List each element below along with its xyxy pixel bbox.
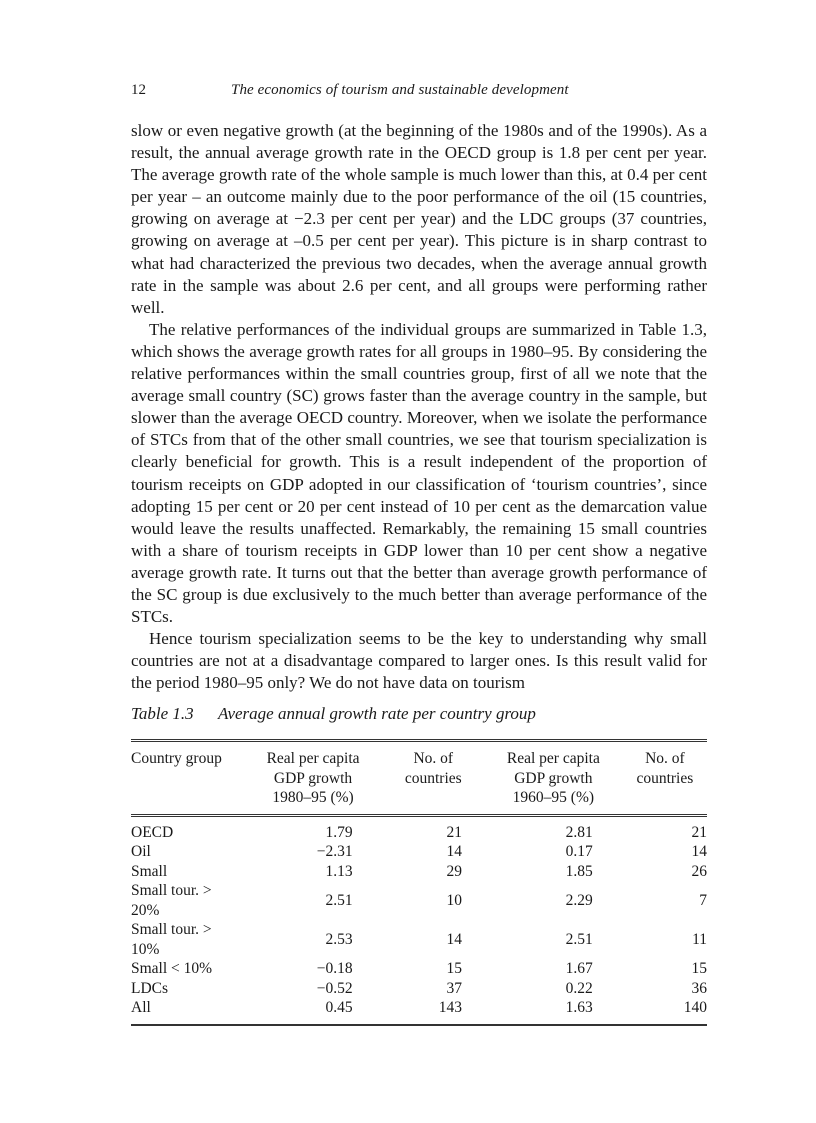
running-header [131, 82, 707, 102]
header-countries-1980-95: No. of countries [404, 750, 462, 787]
table-row: Oil −2.31 14 0.17 14 [131, 843, 707, 860]
table-label: Table 1.3 [131, 704, 194, 723]
paragraph-1: slow or even negative growth (at the beginning of the 1980s and of the 1990s). As a result, the annual average growth rate in the OECD group is 1.8 per cent per year. The average growth rate of the whole sample is much lower than this, at 0.4 per cent per year – an outcome mainly due to the poor performance of the oil (15 countries, growing on average at −2.3 per cent per year) and the LDC groups (37 countries, growing on average at –0.5 per cent per year). This picture is in sharp contrast to what had characterized the previous two decades, when the average annual growth rate in the sample was about 2.6 per cent, and all groups were performing rather well. [131, 121, 707, 317]
table-title: Average annual growth rate per country group [218, 704, 536, 723]
table-row: Small tour. > 20% 2.51 10 2.29 7 [131, 882, 707, 919]
page-number: 12 [131, 82, 146, 98]
growth-rate-table [131, 739, 707, 1026]
header-growth-1980-95: Real per capita GDP growth 1980–95 (%) [266, 750, 360, 806]
table-row: LDCs −0.52 37 0.22 36 [131, 979, 707, 997]
header-country-group: Country group [131, 750, 222, 767]
table-caption [131, 704, 536, 724]
header-countries-1960-95: No. of countries [636, 750, 694, 787]
body-text [131, 120, 707, 694]
running-title: The economics of tourism and sustainable development [231, 82, 569, 98]
table-header-row [131, 741, 707, 816]
table-row: Small 1.13 29 1.85 26 [131, 862, 707, 880]
table-row: All 0.45 143 1.63 140 [131, 998, 707, 1025]
table-row: OECD 1.79 21 2.81 21 [131, 823, 707, 841]
paragraph-2: The relative performances of the individual groups are summarized in Table 1.3, which shows the average growth rates for all groups in 1980–95. By considering the relative performances within the small countries group, first of all we note that the average small country (SC) grows faster than the average country in the sample, but slower than the average OECD country. Moreover, when we isolate the performance of STCs from that of the other small countries, we see that tourism specialization is clearly beneficial for growth. This is a result independent of the proportion of tourism receipts on GDP adopted in our classification of ‘tourism countries’, since adopting 15 per cent or 20 per cent instead of 10 per cent as the demarcation value would leave the results unaffected. Remarkably, the remaining 15 small countries with a share of tourism receipts in GDP lower than 10 per cent show a negative average growth rate. It turns out that the better than average growth performance of the SC group is due exclusively to the much better than average performance of the STCs. [131, 319, 707, 627]
table-row: Small tour. > 10% 2.53 14 2.51 11 [131, 921, 707, 958]
table-row: Small < 10% −0.18 15 1.67 15 [131, 960, 707, 977]
header-growth-1960-95: Real per capita GDP growth 1960–95 (%) [506, 750, 600, 806]
paragraph-3: Hence tourism specialization seems to be the key to understanding why small countries are not at a disadvantage compared to larger ones. Is this result valid for the period 1980–95 only? We do not have data on tourism [131, 629, 707, 693]
